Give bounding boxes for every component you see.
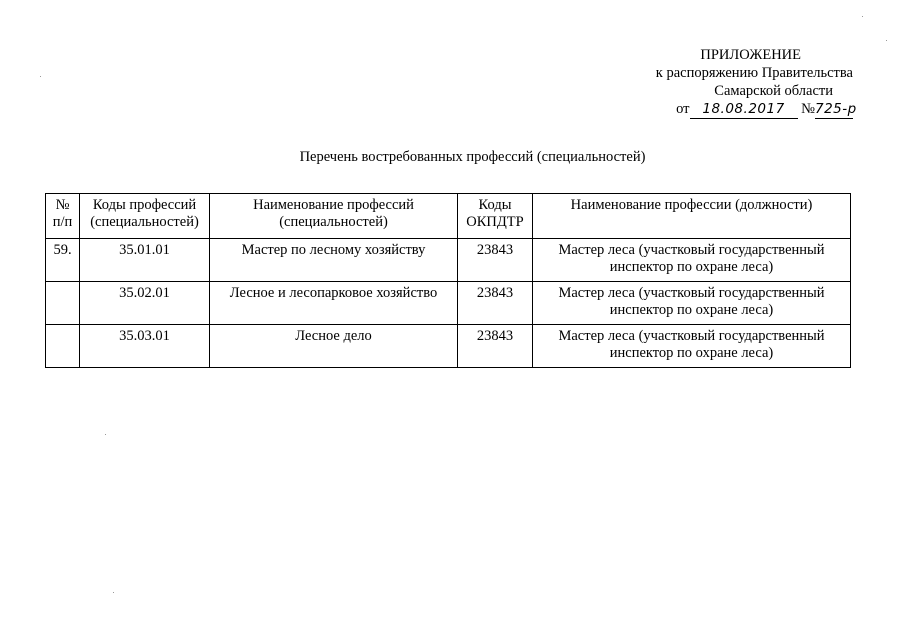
scan-speck bbox=[886, 40, 887, 41]
table-row bbox=[46, 239, 851, 282]
profession-name: Лесное дело bbox=[210, 325, 458, 368]
position-name: Мастер леса (участковый государственный инспектор по охране леса) bbox=[533, 239, 851, 282]
header-okpdtr-codes: Коды ОКПДТР bbox=[458, 194, 533, 239]
profession-code: 35.02.01 bbox=[80, 282, 210, 325]
row-number: 59. bbox=[46, 239, 80, 282]
scan-speck bbox=[113, 592, 114, 593]
professions-table bbox=[45, 193, 851, 368]
appendix-line-2: Самарской области bbox=[714, 83, 833, 99]
table-header-row bbox=[46, 194, 851, 239]
table-row bbox=[46, 325, 851, 368]
scan-speck bbox=[105, 434, 106, 435]
header-profession-codes: Коды профессий (специальностей) bbox=[80, 194, 210, 239]
profession-code: 35.01.01 bbox=[80, 239, 210, 282]
row-number bbox=[46, 325, 80, 368]
handwritten-number: 725-р bbox=[815, 101, 857, 117]
header-position-name: Наименование профессии (должности) bbox=[533, 194, 851, 239]
scan-speck bbox=[40, 76, 41, 77]
okpdtr-code: 23843 bbox=[458, 239, 533, 282]
appendix-title: ПРИЛОЖЕНИЕ bbox=[700, 47, 801, 63]
date-prefix: от bbox=[676, 101, 690, 117]
appendix-header bbox=[655, 46, 857, 119]
position-name: Мастер леса (участковый государственный инспектор по охране леса) bbox=[533, 325, 851, 368]
appendix-line-1: к распоряжению Правительства bbox=[655, 65, 853, 81]
position-name: Мастер леса (участковый государственный инспектор по охране леса) bbox=[533, 282, 851, 325]
scan-speck bbox=[862, 16, 863, 17]
header-profession-names: Наименование профессий (специальностей) bbox=[210, 194, 458, 239]
okpdtr-code: 23843 bbox=[458, 282, 533, 325]
number-prefix: № bbox=[801, 101, 815, 117]
table-row bbox=[46, 282, 851, 325]
profession-name: Лесное и лесопарковое хозяйство bbox=[210, 282, 458, 325]
document-title: Перечень востребованных профессий (специальностей) bbox=[299, 149, 646, 165]
header-number: № п/п bbox=[46, 194, 80, 239]
profession-name: Мастер по лесному хозяйству bbox=[210, 239, 458, 282]
appendix-date-line bbox=[656, 100, 857, 119]
profession-code: 35.03.01 bbox=[80, 325, 210, 368]
okpdtr-code: 23843 bbox=[458, 325, 533, 368]
handwritten-date: 18.08.2017 bbox=[690, 100, 798, 119]
row-number bbox=[46, 282, 80, 325]
